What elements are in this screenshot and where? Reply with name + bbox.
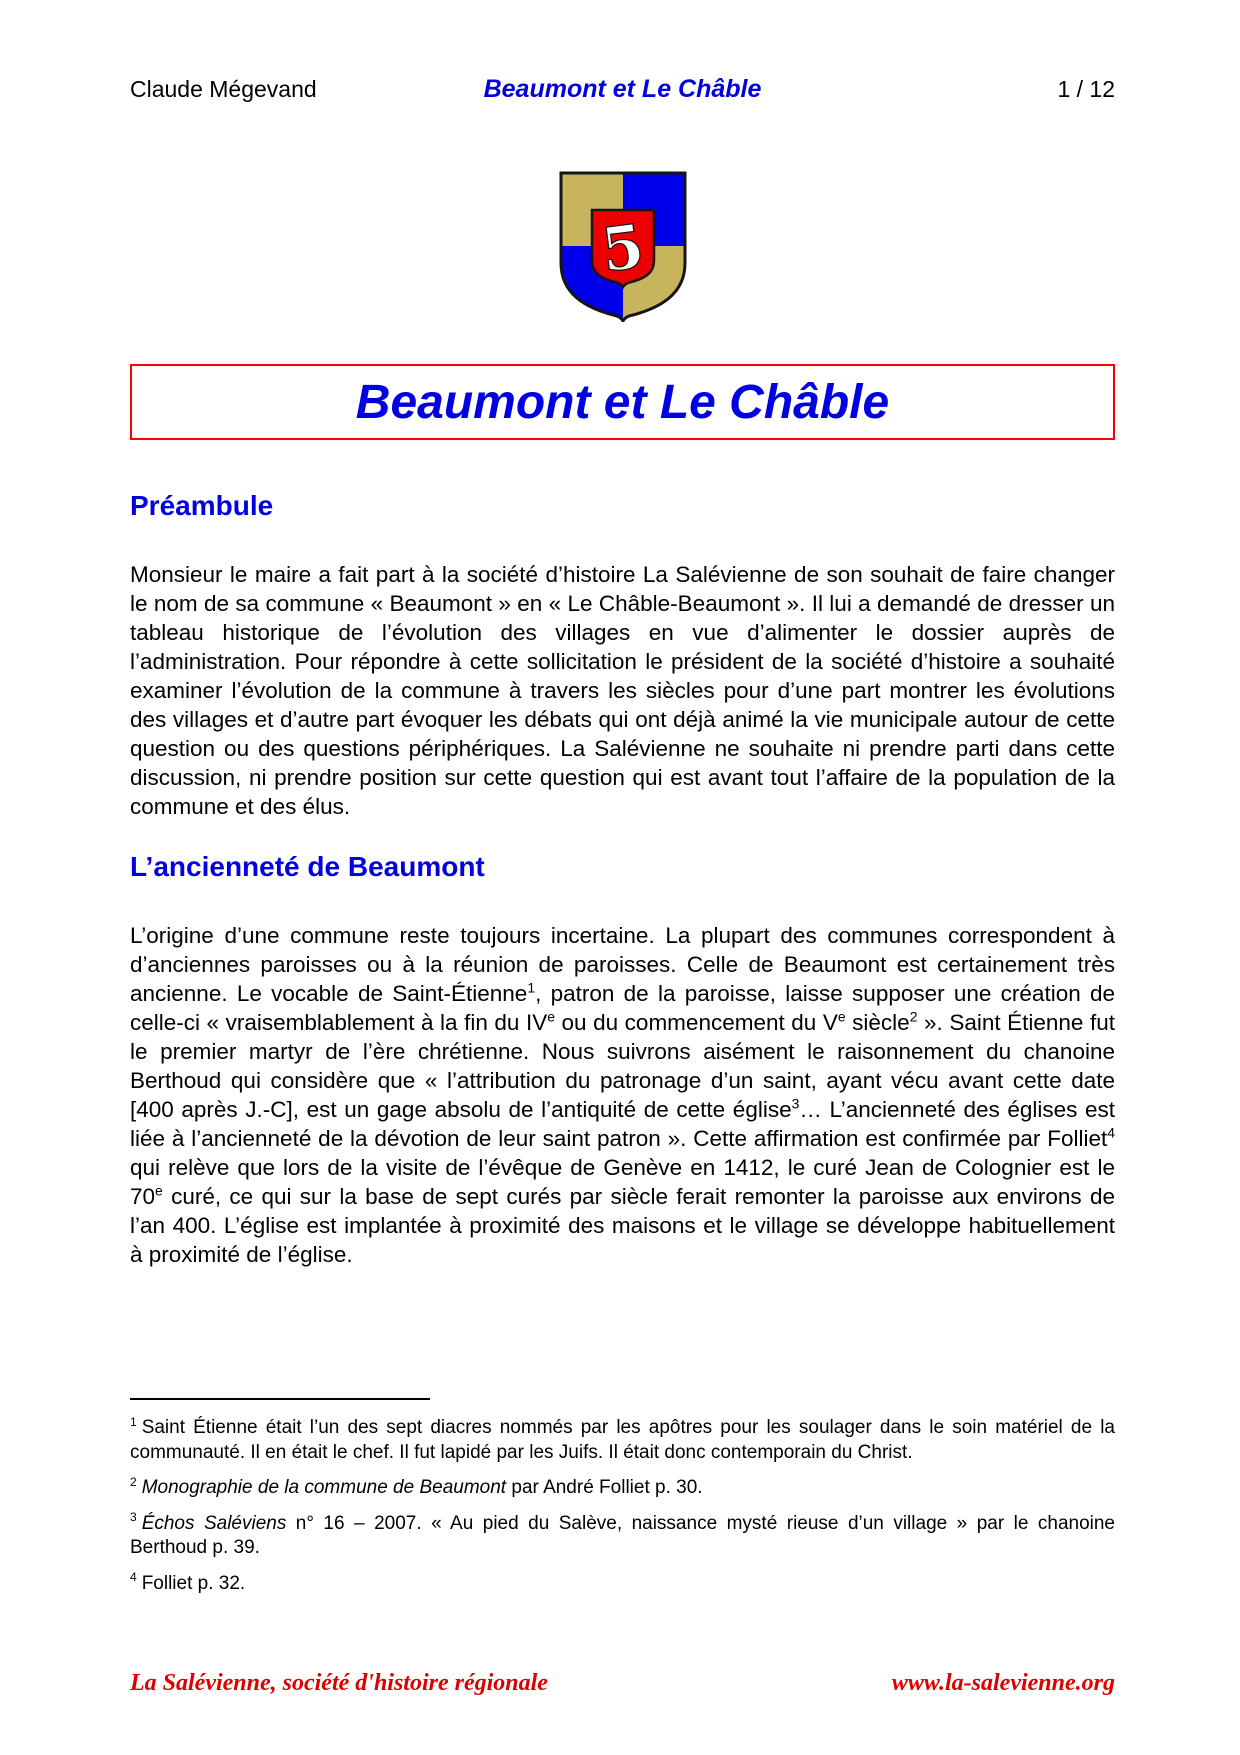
footnote-4-marker: 4 (130, 1570, 137, 1585)
footer-website: www.la-salevienne.org (891, 1670, 1115, 1696)
section-heading-anciennete: L’ancienneté de Beaumont (130, 851, 485, 882)
page-header (130, 75, 1115, 104)
footnote-2-marker: 2 (130, 1474, 137, 1489)
footnote-separator (130, 1398, 430, 1400)
coat-of-arms (130, 170, 1115, 322)
footnote-1-marker: 1 (130, 1414, 137, 1429)
footnote-3-marker: 3 (130, 1510, 137, 1525)
footnote-4-text: Folliet p. 32. (141, 1572, 246, 1594)
page-footer (130, 1670, 1115, 1697)
footnote-2-text: Monographie de la commune de Beaumont par André Folliet p. 30. (141, 1477, 703, 1498)
paragraph-anciennete: L’origine d’une commune reste toujours incertaine. La plupart des communes correspondent à d’anciennes paroisses ou à la réunion de paroisses. Celle de Beaumont est certainement très ancienne. Le vocable de Saint-Étienne$^1$, patron de la paroisse, laisse supposer une création de celle-ci « vraisemblablement à la fin du IVe ou du commencement du Ve siècle$^2$ ». Saint Étienne fut le premier martyr de l’ère chrétienne. Nous suivrons aisément le raisonnement du chanoine Berthoud qui considère que « l’attribution du patronage d’un saint, ayant vécu avant cette date [400 après J.-C], est un gage absolu de l’antiquité de cette église$^3$… L’ancienneté des églises est liée à l’ancienneté de la dévotion de leur saint patron ». Cette affirmation est confirmée par Folliet$^4$ qui relève que lors de la visite de l’évêque de Genève en 1412, le curé Jean de Colognier est le 70e curé, ce qui sur la base de sept curés par siècle ferait remonter la paroisse aux environs de l’an 400. L’église est implantée à proximité des maisons et le village se développe habituellement à proximité de l’église. (130, 923, 1116, 1267)
paragraph-preambule: Monsieur le maire a fait part à la société d’histoire La Salévienne de son souhait de faire changer le nom de sa commune « Beaumont » en « Le Châble-Beaumont ». Il lui a demandé de dresser un tableau historique de l’évolution des villages en vue d’alimenter le dossier auprès de l’administration. Pour répondre à cette sollicitation le président de la société d’histoire a souhaité examiner l’évolution de la commune à travers les siècles pour d’une part montrer les évolutions des villages et d’autre part évoquer les débats qui ont déjà animé la vie municipale autour de cette question ou des questions périphériques. La Salévienne ne souhaite ni prendre parti dans cette discussion, ni prendre position sur cette question qui est avant tout l’affaire de la population de la commune et des élus. (130, 562, 1115, 819)
footer-society-name: La Salévienne, société d'histoire régionale (130, 1670, 548, 1696)
footnote-3-text: Échos Saléviens n° 16 – 2007. « Au pied du Salève, naissance mysté rieuse d’un village » par le chanoine Berthoud p. 39. (130, 1512, 1115, 1558)
section-heading-preambule: Préambule (130, 490, 274, 521)
footnotes (130, 1398, 1115, 1607)
shield-letter: 5 (597, 211, 648, 287)
document-title: Beaumont et Le Châble (355, 375, 890, 429)
footnote-3 (130, 1512, 1115, 1561)
footnote-4 (130, 1572, 1115, 1597)
title-banner (130, 364, 1115, 440)
header-author: Claude Mégevand (130, 76, 317, 102)
footnote-2 (130, 1476, 1115, 1501)
header-page-number: 1 / 12 (1057, 76, 1115, 102)
footnote-1 (130, 1416, 1115, 1465)
coat-of-arms-shield (558, 170, 688, 322)
footnote-1-text: Saint Étienne était l’un des sept diacres nommés par les apôtres pour les soulager dans le soin matériel de la communauté. Il en était le chef. Il fut lapidé par les Juifs. Il était donc contemporain du Christ. (130, 1417, 1115, 1463)
header-title: Beaumont et Le Châble (483, 75, 762, 103)
